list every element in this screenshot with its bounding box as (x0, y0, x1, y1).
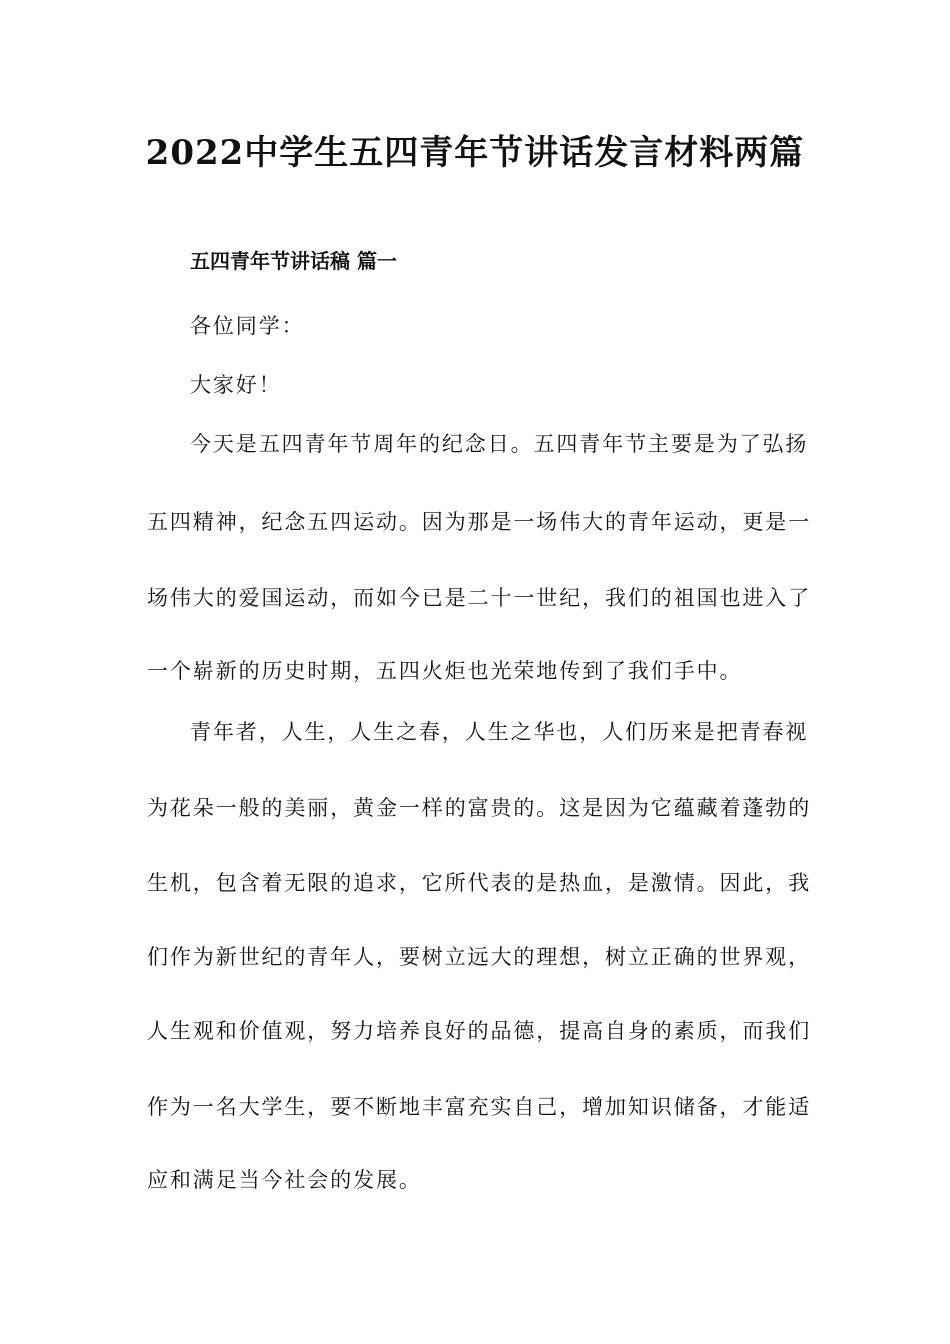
paragraph-line: 人生观和价值观，努力培养良好的品德，提高自身的素质，而我们 (147, 1019, 812, 1043)
document-title: 2022中学生五四青年节讲话发言材料两篇 (145, 133, 805, 173)
paragraph-line: 应和满足当今社会的发展。 (147, 1168, 422, 1192)
paragraph-line: 场伟大的爱国运动，而如今已是二十一世纪，我们的祖国也进入了 (147, 586, 812, 610)
paragraph-line: 为花朵一般的美丽，黄金一样的富贵的。这是因为它蕴藏着蓬勃的 (147, 796, 812, 820)
section-heading: 五四青年节讲话稿 篇一 (190, 249, 397, 273)
paragraph-line: 五四精神，纪念五四运动。因为那是一场伟大的青年运动，更是一 (147, 510, 812, 534)
paragraph-line: 作为一名大学生，要不断地丰富充实自己，增加知识储备，才能适 (147, 1095, 812, 1119)
paragraph-line: 今天是五四青年节周年的纪念日。五四青年节主要是为了弘扬 (190, 432, 809, 456)
paragraph-line: 们作为新世纪的青年人，要树立远大的理想，树立正确的世界观， (147, 945, 812, 969)
greeting: 大家好！ (190, 373, 282, 397)
paragraph-line: 一个崭新的历史时期，五四火炬也光荣地传到了我们手中。 (147, 659, 743, 683)
paragraph-line: 生机，包含着无限的追求，它所代表的是热血，是激情。因此，我 (147, 871, 812, 895)
paragraph-line: 青年者，人生，人生之春，人生之华也，人们历来是把青春视 (190, 720, 809, 744)
salutation: 各位同学： (190, 314, 305, 338)
